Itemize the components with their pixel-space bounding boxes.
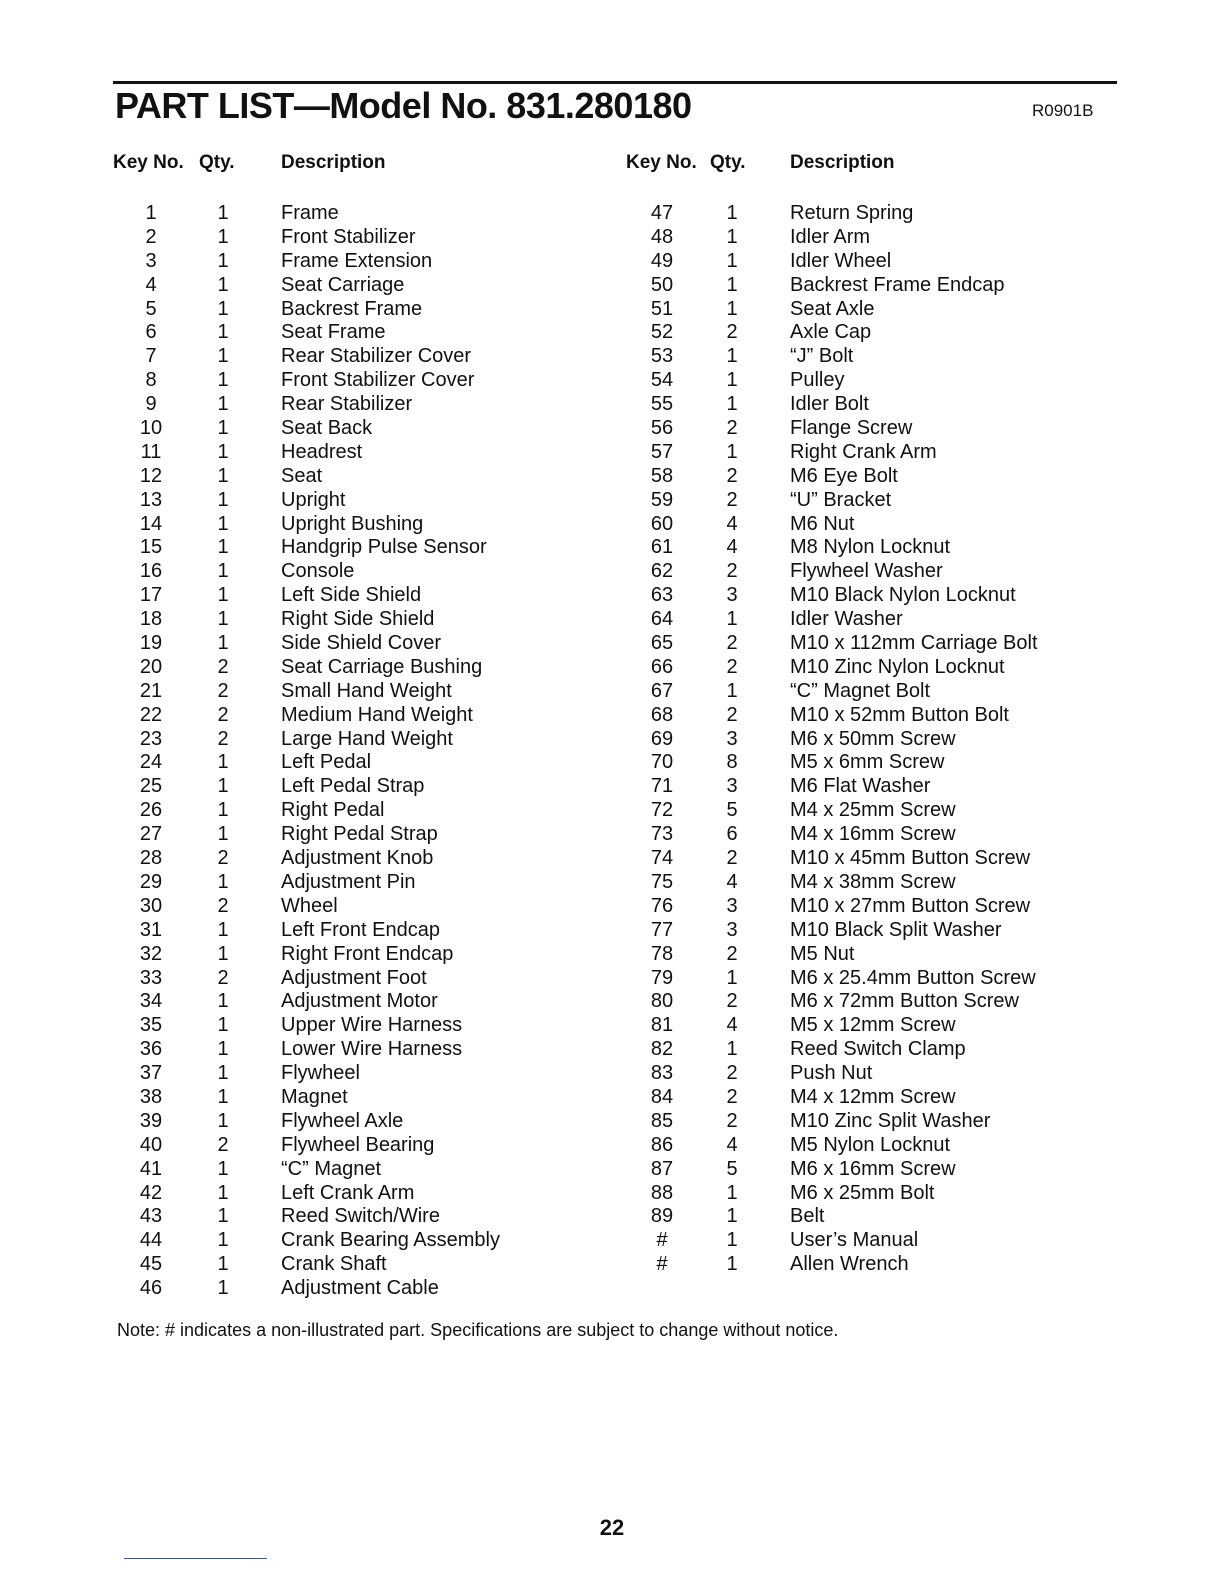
qty-cell: 1	[217, 321, 229, 344]
description-cell: Seat Carriage	[281, 273, 405, 296]
qty-cell: 2	[217, 703, 229, 726]
description-cell: Front Stabilizer Cover	[281, 369, 475, 392]
qty-cell: 4	[726, 870, 738, 893]
key-no-cell: 44	[139, 1229, 163, 1252]
description-cell: Handgrip Pulse Sensor	[281, 536, 487, 559]
key-no-cell: 32	[139, 942, 163, 965]
qty-cell: 1	[217, 369, 229, 392]
key-no-cell: 84	[650, 1085, 674, 1108]
description-cell: M6 Nut	[790, 512, 855, 535]
key-no-cell: 68	[650, 703, 674, 726]
key-no-cell: 45	[139, 1253, 163, 1276]
description-header: Description	[790, 152, 895, 173]
qty-cell: 3	[726, 727, 738, 750]
key-no-cell: 75	[650, 870, 674, 893]
description-cell: Adjustment Knob	[281, 847, 434, 870]
qty-cell: 8	[726, 751, 738, 774]
qty-cell: 4	[726, 512, 738, 535]
description-cell: Axle Cap	[790, 321, 872, 344]
description-cell: Right Pedal	[281, 799, 385, 822]
qty-header: Qty.	[199, 152, 235, 173]
description-cell: M6 Eye Bolt	[790, 464, 898, 487]
qty-cell: 2	[217, 894, 229, 917]
key-no-cell: 63	[650, 584, 674, 607]
description-cell: M4 x 38mm Screw	[790, 870, 956, 893]
qty-cell: 1	[217, 870, 229, 893]
key-no-cell: 43	[139, 1205, 163, 1228]
key-no-cell: 7	[145, 345, 157, 368]
key-no-cell: 60	[650, 512, 674, 535]
key-no-cell: 65	[650, 632, 674, 655]
qty-cell: 3	[726, 584, 738, 607]
description-cell: M5 x 6mm Screw	[790, 751, 945, 774]
description-cell: Flange Screw	[790, 417, 913, 440]
description-cell: Crank Bearing Assembly	[281, 1229, 500, 1252]
qty-cell: 4	[726, 1133, 738, 1156]
description-cell: M8 Nylon Locknut	[790, 536, 951, 559]
qty-cell: 1	[217, 393, 229, 416]
key-no-cell: 47	[650, 202, 674, 224]
qty-cell: 1	[726, 1205, 738, 1228]
key-no-cell: 41	[139, 1157, 163, 1180]
qty-cell: 1	[217, 1085, 229, 1108]
qty-cell: 2	[726, 1109, 738, 1132]
key-no-cell: 85	[650, 1109, 674, 1132]
key-no-cell: 15	[139, 536, 163, 559]
key-no-cell: 11	[140, 440, 162, 463]
description-cell: Pulley	[790, 369, 845, 392]
key-no-cell: 88	[650, 1181, 674, 1204]
key-no-cell: 72	[650, 799, 674, 822]
description-cell: Left Front Endcap	[281, 918, 440, 941]
key-no-cell: 77	[650, 918, 674, 941]
qty-cell: 2	[726, 488, 738, 511]
key-no-cell: 35	[139, 1014, 163, 1037]
description-cell: Left Side Shield	[281, 584, 422, 607]
key-no-cell: 9	[145, 393, 157, 416]
key-no-cell: 79	[650, 966, 674, 989]
key-no-cell: 6	[145, 321, 157, 344]
description-cell: M5 x 12mm Screw	[790, 1014, 956, 1037]
description-cell: M10 x 45mm Button Screw	[790, 847, 1031, 870]
description-cell: M6 x 50mm Screw	[790, 727, 956, 750]
qty-cell: 1	[217, 345, 229, 368]
description-cell: Upright	[281, 488, 346, 511]
description-cell: Front Stabilizer	[281, 225, 416, 248]
key-no-cell: #	[656, 1229, 668, 1252]
description-cell: M10 Black Nylon Locknut	[790, 584, 1016, 607]
qty-cell: 1	[217, 1014, 229, 1037]
description-cell: Magnet	[281, 1085, 348, 1108]
description-cell: Console	[281, 560, 355, 583]
key-no-cell: 39	[139, 1109, 163, 1132]
key-no-cell: 78	[650, 942, 674, 965]
description-cell: M10 x 112mm Carriage Bolt	[790, 632, 1038, 655]
description-cell: M4 x 16mm Screw	[790, 823, 956, 846]
description-cell: Upright Bushing	[281, 512, 424, 535]
key-no-cell: 87	[650, 1157, 674, 1180]
key-no-cell: 76	[650, 894, 674, 917]
qty-cell: 1	[217, 1205, 229, 1228]
description-cell: Backrest Frame Endcap	[790, 273, 1005, 296]
qty-cell: 2	[726, 464, 738, 487]
qty-cell: 2	[726, 1085, 738, 1108]
key-no-cell: 13	[139, 488, 163, 511]
key-no-cell: 69	[650, 727, 674, 750]
description-cell: Reed Switch/Wire	[281, 1205, 440, 1228]
key-no-cell: 67	[650, 679, 674, 702]
qty-cell: 1	[726, 608, 738, 631]
qty-cell: 1	[726, 1038, 738, 1061]
key-no-cell: 31	[139, 918, 163, 941]
description-cell: Flywheel	[281, 1062, 360, 1085]
key-no-cell: 55	[650, 393, 674, 416]
key-no-cell: 17	[139, 584, 163, 607]
key-no-cell: 22	[139, 703, 163, 726]
description-cell: Seat Frame	[281, 321, 386, 344]
key-no-cell: 59	[650, 488, 674, 511]
key-no-cell: 27	[139, 823, 163, 846]
qty-cell: 1	[217, 1062, 229, 1085]
document-code: R0901B	[1032, 101, 1094, 120]
description-cell: Rear Stabilizer Cover	[281, 345, 472, 368]
description-cell: Adjustment Foot	[281, 966, 427, 989]
qty-cell: 1	[726, 1229, 738, 1252]
description-cell: Right Front Endcap	[281, 942, 454, 965]
description-cell: Idler Wheel	[790, 249, 892, 272]
key-no-cell: 29	[139, 870, 163, 893]
description-cell: Allen Wrench	[790, 1253, 909, 1276]
qty-cell: 1	[217, 1181, 229, 1204]
description-cell: Belt	[790, 1205, 825, 1228]
description-cell: Flywheel Washer	[790, 560, 943, 583]
qty-cell: 4	[726, 1014, 738, 1037]
description-cell: Right Pedal Strap	[281, 823, 438, 846]
key-no-cell: 62	[650, 560, 674, 583]
key-no-cell: 74	[650, 847, 674, 870]
description-cell: Seat Axle	[790, 297, 875, 320]
description-cell: M6 x 72mm Button Screw	[790, 990, 1019, 1013]
key-no-cell: 54	[650, 369, 674, 392]
description-cell: M10 x 27mm Button Screw	[790, 894, 1031, 917]
qty-cell: 1	[726, 297, 738, 320]
description-cell: M6 Flat Washer	[790, 775, 931, 798]
description-cell: “J” Bolt	[790, 345, 854, 368]
qty-cell: 1	[726, 679, 738, 702]
description-cell: M4 x 25mm Screw	[790, 799, 956, 822]
qty-cell: 2	[217, 1133, 229, 1156]
key-no-cell: 19	[139, 632, 163, 655]
description-cell: Push Nut	[790, 1062, 873, 1085]
qty-cell: 1	[217, 417, 229, 440]
key-no-cell: 51	[650, 297, 674, 320]
key-no-cell: 4	[145, 273, 157, 296]
qty-cell: 3	[726, 775, 738, 798]
description-cell: Adjustment Motor	[281, 990, 438, 1013]
description-cell: Lower Wire Harness	[281, 1038, 463, 1061]
description-cell: Frame	[281, 202, 339, 224]
description-cell: Adjustment Cable	[281, 1277, 439, 1300]
qty-cell: 1	[217, 823, 229, 846]
description-cell: M6 x 25mm Bolt	[790, 1181, 935, 1204]
description-cell: M10 Zinc Split Washer	[790, 1109, 991, 1132]
qty-cell: 2	[726, 632, 738, 655]
key-no-cell: 38	[139, 1085, 163, 1108]
description-cell: Adjustment Pin	[281, 870, 416, 893]
qty-cell: 1	[217, 225, 229, 248]
description-cell: “C” Magnet	[281, 1157, 382, 1180]
description-cell: Idler Washer	[790, 608, 903, 631]
key-no-cell: 89	[650, 1205, 674, 1228]
page-title: PART LIST—Model No. 831.280180	[115, 85, 692, 126]
description-cell: User’s Manual	[790, 1229, 919, 1252]
qty-cell: 1	[217, 464, 229, 487]
key-no-cell: #	[656, 1253, 668, 1276]
key-no-cell: 57	[650, 440, 674, 463]
key-no-cell: 83	[650, 1062, 674, 1085]
qty-cell: 2	[726, 847, 738, 870]
qty-cell: 2	[726, 990, 738, 1013]
qty-cell: 2	[726, 942, 738, 965]
qty-cell: 1	[217, 560, 229, 583]
description-cell: Seat Carriage Bushing	[281, 655, 483, 678]
description-header: Description	[281, 152, 386, 173]
description-cell: Flywheel Bearing	[281, 1133, 435, 1156]
key-no-cell: 37	[139, 1062, 163, 1085]
key-no-cell: 42	[139, 1181, 163, 1204]
key-no-cell: 66	[650, 655, 674, 678]
qty-cell: 1	[726, 440, 738, 463]
qty-cell: 1	[217, 799, 229, 822]
qty-cell: 4	[726, 536, 738, 559]
key-no-cell: 20	[139, 655, 163, 678]
key-no-cell: 10	[139, 417, 163, 440]
key-no-cell: 16	[139, 560, 163, 583]
qty-cell: 1	[217, 273, 229, 296]
description-cell: Upper Wire Harness	[281, 1014, 463, 1037]
qty-cell: 1	[217, 942, 229, 965]
description-cell: Headrest	[281, 440, 363, 463]
description-cell: M5 Nylon Locknut	[790, 1133, 951, 1156]
key-no-cell: 12	[139, 464, 163, 487]
description-cell: M6 x 25.4mm Button Screw	[790, 966, 1036, 989]
bottom-rule	[124, 1558, 267, 1559]
qty-cell: 1	[217, 990, 229, 1013]
key-no-cell: 34	[139, 990, 163, 1013]
qty-cell: 2	[726, 560, 738, 583]
key-no-cell: 23	[139, 727, 163, 750]
key-no-cell: 82	[650, 1038, 674, 1061]
description-cell: Crank Shaft	[281, 1253, 387, 1276]
key-no-header: Key No.	[626, 152, 697, 173]
qty-cell: 2	[217, 655, 229, 678]
description-cell: Right Side Shield	[281, 608, 435, 631]
key-no-cell: 49	[650, 249, 674, 272]
page-number: 22	[599, 1515, 625, 1540]
qty-cell: 1	[217, 584, 229, 607]
qty-cell: 1	[726, 1181, 738, 1204]
qty-cell: 2	[726, 1062, 738, 1085]
qty-cell: 1	[217, 202, 229, 224]
description-cell: Seat	[281, 464, 323, 487]
qty-cell: 1	[217, 1109, 229, 1132]
key-no-cell: 40	[139, 1133, 163, 1156]
qty-cell: 2	[726, 703, 738, 726]
description-cell: M5 Nut	[790, 942, 855, 965]
qty-cell: 2	[217, 679, 229, 702]
key-no-cell: 18	[139, 608, 163, 631]
description-cell: Large Hand Weight	[281, 727, 453, 750]
qty-cell: 1	[217, 632, 229, 655]
qty-cell: 1	[217, 1277, 229, 1300]
description-cell: Idler Arm	[790, 225, 871, 248]
qty-cell: 3	[726, 894, 738, 917]
qty-cell: 1	[726, 249, 738, 272]
key-no-cell: 80	[650, 990, 674, 1013]
description-cell: Small Hand Weight	[281, 679, 452, 702]
description-cell: M6 x 16mm Screw	[790, 1157, 956, 1180]
qty-cell: 1	[217, 1229, 229, 1252]
key-no-cell: 86	[650, 1133, 674, 1156]
key-no-cell: 26	[139, 799, 163, 822]
key-no-cell: 8	[145, 369, 157, 392]
qty-cell: 2	[217, 847, 229, 870]
key-no-cell: 56	[650, 417, 674, 440]
qty-cell: 1	[726, 273, 738, 296]
description-cell: Wheel	[281, 894, 338, 917]
qty-cell: 2	[726, 321, 738, 344]
qty-cell: 1	[217, 536, 229, 559]
qty-cell: 1	[726, 1253, 738, 1276]
description-cell: “U” Bracket	[790, 488, 892, 511]
qty-cell: 1	[726, 345, 738, 368]
key-no-cell: 58	[650, 464, 674, 487]
description-cell: Medium Hand Weight	[281, 703, 473, 726]
key-no-cell: 70	[650, 751, 674, 774]
key-no-cell: 53	[650, 345, 674, 368]
key-no-cell: 73	[650, 823, 674, 846]
description-cell: Side Shield Cover	[281, 632, 442, 655]
description-cell: Return Spring	[790, 202, 914, 224]
qty-cell: 1	[217, 775, 229, 798]
description-cell: Reed Switch Clamp	[790, 1038, 966, 1061]
key-no-cell: 36	[139, 1038, 163, 1061]
key-no-cell: 30	[139, 894, 163, 917]
key-no-cell: 64	[650, 608, 674, 631]
qty-cell: 1	[726, 225, 738, 248]
description-cell: Backrest Frame	[281, 297, 423, 320]
qty-cell: 1	[726, 202, 738, 224]
key-no-cell: 2	[145, 225, 157, 248]
qty-cell: 5	[726, 799, 738, 822]
qty-cell: 1	[217, 488, 229, 511]
qty-cell: 1	[217, 918, 229, 941]
description-cell: Flywheel Axle	[281, 1109, 404, 1132]
qty-cell: 1	[217, 751, 229, 774]
qty-cell: 1	[217, 512, 229, 535]
description-cell: Idler Bolt	[790, 393, 869, 416]
qty-cell: 2	[217, 966, 229, 989]
description-cell: Seat Back	[281, 417, 373, 440]
qty-cell: 1	[217, 608, 229, 631]
key-no-cell: 24	[139, 751, 163, 774]
description-cell: M10 Zinc Nylon Locknut	[790, 655, 1005, 678]
description-cell: Left Crank Arm	[281, 1181, 415, 1204]
qty-cell: 1	[726, 966, 738, 989]
qty-cell: 2	[217, 727, 229, 750]
qty-cell: 1	[217, 249, 229, 272]
qty-cell: 1	[217, 1038, 229, 1061]
qty-cell: 1	[217, 1253, 229, 1276]
key-no-cell: 81	[650, 1014, 674, 1037]
key-no-cell: 28	[139, 847, 163, 870]
qty-cell: 6	[726, 823, 738, 846]
key-no-cell: 71	[650, 775, 674, 798]
qty-cell: 2	[726, 417, 738, 440]
qty-cell: 2	[726, 655, 738, 678]
key-no-cell: 46	[139, 1277, 163, 1300]
description-cell: M10 Black Split Washer	[790, 918, 1002, 941]
key-no-header: Key No.	[113, 152, 184, 173]
key-no-cell: 1	[145, 202, 157, 224]
description-cell: M4 x 12mm Screw	[790, 1085, 956, 1108]
description-cell: Left Pedal	[281, 751, 372, 774]
key-no-cell: 61	[650, 536, 674, 559]
description-cell: “C” Magnet Bolt	[790, 679, 931, 702]
qty-cell: 3	[726, 918, 738, 941]
key-no-cell: 21	[139, 679, 163, 702]
qty-cell: 1	[217, 1157, 229, 1180]
key-no-cell: 50	[650, 273, 674, 296]
key-no-cell: 52	[650, 321, 674, 344]
key-no-cell: 14	[139, 512, 163, 535]
qty-cell: 5	[726, 1157, 738, 1180]
description-cell: Rear Stabilizer	[281, 393, 413, 416]
key-no-cell: 5	[145, 297, 157, 320]
key-no-cell: 48	[650, 225, 674, 248]
key-no-cell: 3	[145, 249, 157, 272]
description-cell: Right Crank Arm	[790, 440, 937, 463]
footnote: Note: # indicates a non-illustrated part. Specifications are subject to change without notice.	[117, 1320, 839, 1340]
description-cell: Frame Extension	[281, 249, 433, 272]
qty-cell: 1	[726, 393, 738, 416]
qty-cell: 1	[217, 440, 229, 463]
qty-cell: 1	[217, 297, 229, 320]
description-cell: Left Pedal Strap	[281, 775, 425, 798]
qty-header: Qty.	[710, 152, 746, 173]
key-no-cell: 33	[139, 966, 163, 989]
qty-cell: 1	[726, 369, 738, 392]
key-no-cell: 25	[139, 775, 163, 798]
description-cell: M10 x 52mm Button Bolt	[790, 703, 1009, 726]
